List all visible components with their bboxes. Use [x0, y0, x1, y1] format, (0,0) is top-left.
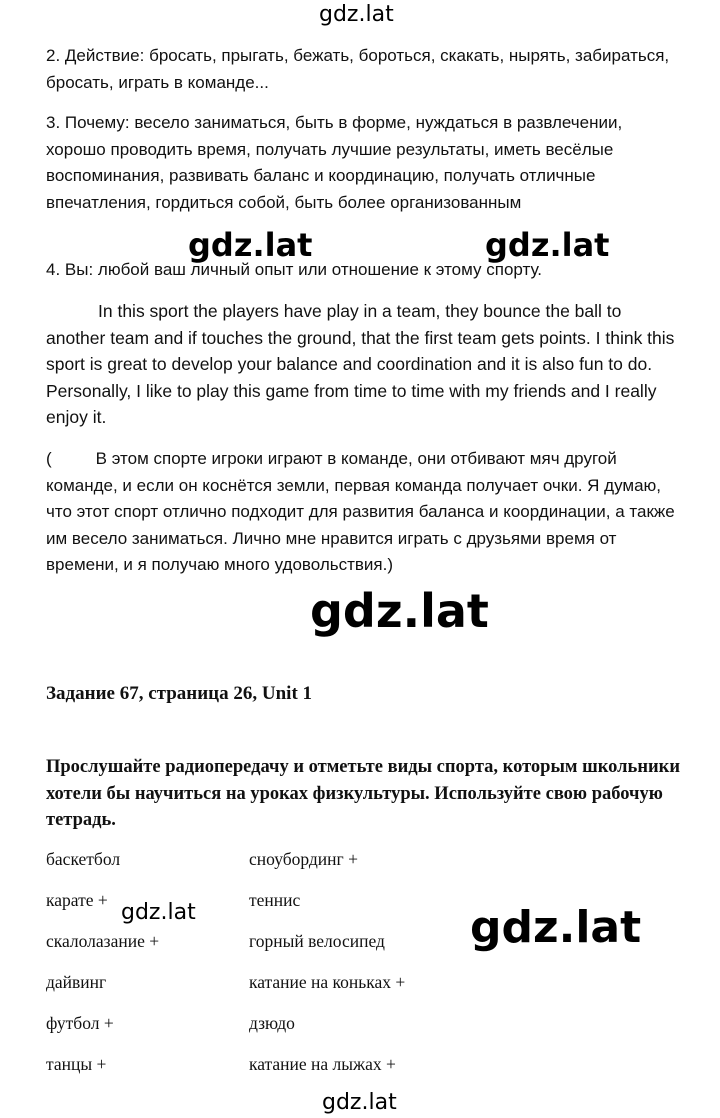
list-item: баскетбол — [46, 849, 121, 869]
list-item: горный велосипед — [249, 931, 385, 951]
watermark-top: gdz.lat — [319, 2, 394, 27]
english-paragraph: In this sport the players have play in a team, they bounce the ball to another team and if touches the ground, that the first team gets points. I think this sport is great to develop your balance and coordination and it is also fun to do. Personally, I like to play this game from time to time with my friends and I really enjoy it. — [46, 301, 675, 428]
open-paren: ( — [46, 449, 52, 468]
point-you: 4. Вы: любой ваш личный опыт или отношение к этому спорту. — [46, 260, 542, 279]
list-item: танцы + — [46, 1054, 107, 1074]
list-item: футбол + — [46, 1013, 114, 1033]
point-action: 2. Действие: бросать, прыгать, бежать, бороться, скакать, нырять, забираться, бросать, играть в команде... — [46, 46, 670, 92]
list-item: дзюдо — [249, 1013, 295, 1033]
list-item: сноубординг + — [249, 849, 358, 869]
exercise-heading: Задание 67, страница 26, Unit 1 — [46, 683, 313, 704]
translation-paragraph — [46, 446, 676, 579]
watermark-mid-left: gdz.lat — [186, 229, 316, 263]
list-item: теннис — [249, 890, 301, 910]
watermark-bottom: gdz.lat — [322, 1090, 397, 1115]
list-item: карате + — [46, 890, 108, 910]
list-item: скалолазание + — [46, 931, 160, 951]
watermark-mid-right: gdz.lat — [483, 229, 613, 263]
list-item: катание на лыжах + — [249, 1054, 396, 1074]
watermark-small-left: gdz.lat — [121, 900, 196, 925]
point-why: 3. Почему: весело заниматься, быть в форме, нуждаться в развлечении, хорошо проводить время, получать лучшие результаты, иметь весёлые воспоминания, развивать баланс и координацию, получать отличные впечатления, гордиться собой, быть более организованным — [46, 113, 623, 212]
list-item: катание на коньках + — [249, 972, 406, 992]
translation-text: В этом спорте игроки играют в команде, они отбивают мяч другой команде, и если он коснётся земли, первая команда получает очки. Я думаю, что этот спорт отлично подходит для развития баланса и координации, а также им весело заниматься. Лично мне нравится играть с друзьями время от времени, и я получаю много удовольствия.) — [46, 449, 675, 575]
exercise-instruction: Прослушайте радиопередачу и отметьте виды спорта, которым школьники хотели бы научиться на уроках физкультуры. Используйте свою рабочую тетрадь. — [46, 757, 680, 830]
list-item: дайвинг — [46, 972, 107, 992]
watermark-big-center: gdz.lat — [310, 584, 489, 638]
watermark-big-right: gdz.lat — [470, 902, 642, 953]
